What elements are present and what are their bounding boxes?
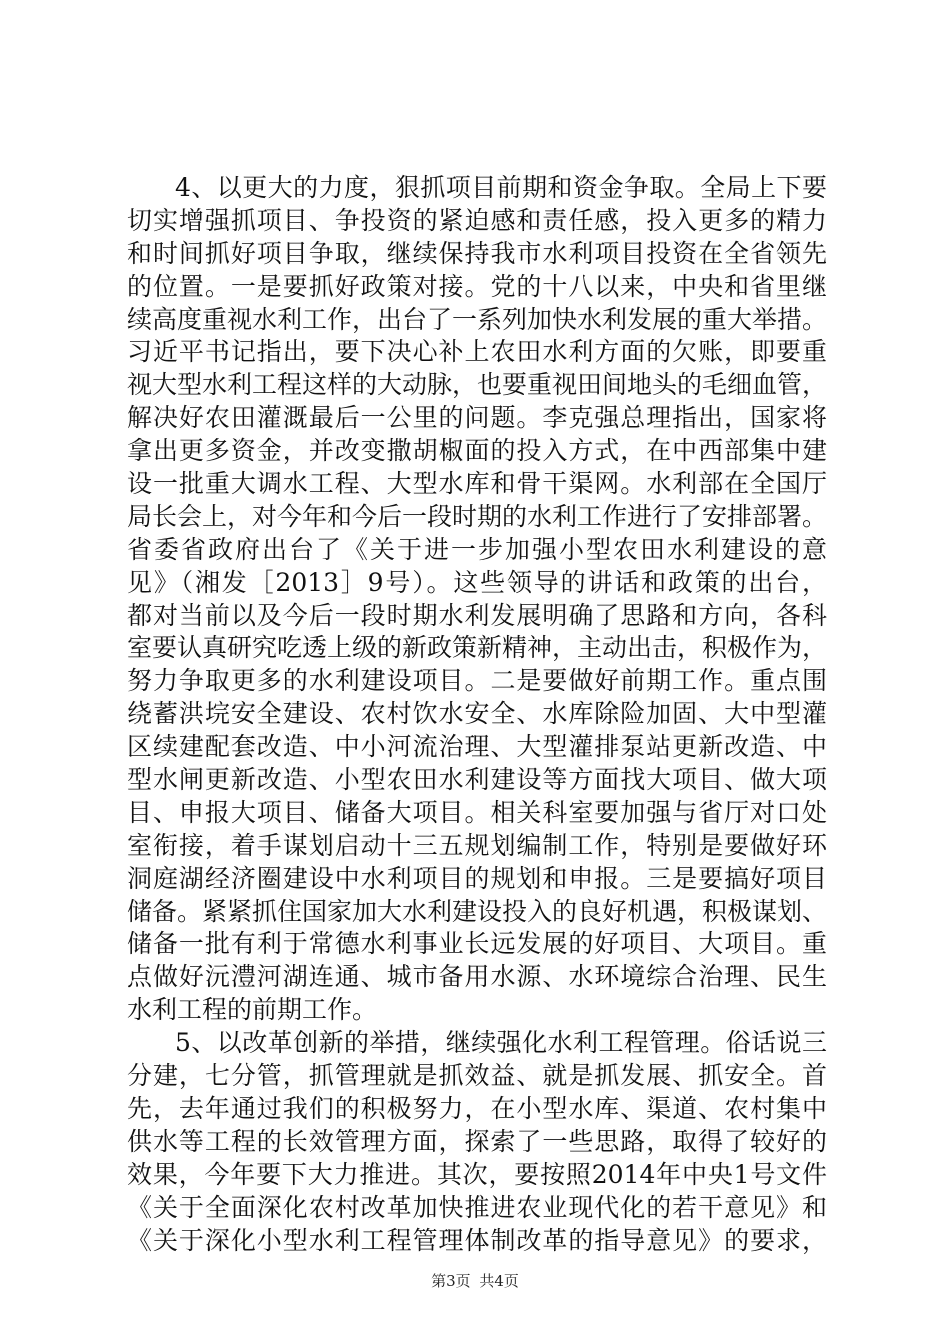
text-line: 和时间抓好项目争取，继续保持我市水利项目投资在全省领先: [127, 238, 827, 268]
text-line: 效果，今年要下大力推进。其次，要按照2014年中央1号文件: [127, 1159, 827, 1189]
text-line: 型水闸更新改造、小型农田水利建设等方面找大项目、做大项: [127, 765, 827, 795]
text-line: 视大型水利工程这样的大动脉，也要重视田间地头的毛细血管，: [127, 370, 828, 400]
text-line: 续高度重视水利工作，出台了一系列加快水利发展的重大举措。: [127, 304, 828, 334]
page-footer: [0, 1270, 950, 1291]
text-line: 绕蓄洪垸安全建设、农村饮水安全、水库除险加固、大中型灌: [127, 699, 827, 729]
text-line: 拿出更多资金，并改变撒胡椒面的投入方式，在中西部集中建: [127, 436, 827, 466]
text-line: 区续建配套改造、中小河流治理、大型灌排泵站更新改造、中: [127, 732, 827, 762]
paragraph-2: [127, 1027, 827, 1257]
page-number: 第3页: [431, 1272, 471, 1290]
text-line: 见》（湘发［2013］9号）。这些领导的讲话和政策的出台，: [127, 567, 827, 597]
text-line: 切实增强抓项目、争投资的紧迫感和责任感，投入更多的精力: [127, 205, 827, 235]
text-line: 洞庭湖经济圈建设中水利项目的规划和申报。三是要搞好项目: [127, 863, 827, 893]
page-total: 共4页: [479, 1272, 519, 1290]
text-line: 努力争取更多的水利建设项目。二是要做好前期工作。重点围: [127, 666, 827, 696]
text-line: 分建，七分管，抓管理就是抓效益、就是抓发展、抓安全。首: [127, 1061, 827, 1091]
paragraph-1: [127, 172, 827, 1027]
text-line: 省委省政府出台了《关于进一步加强小型农田水利建设的意: [127, 534, 827, 564]
text-line: 先，去年通过我们的积极努力，在小型水库、渠道、农村集中: [127, 1093, 827, 1123]
text-line: 供水等工程的长效管理方面，探索了一些思路，取得了较好的: [127, 1126, 827, 1156]
text-line: 储备一批有利于常德水利事业长远发展的好项目、大项目。重: [127, 929, 827, 959]
text-line: 解决好农田灌溉最后一公里的问题。李克强总理指出，国家将: [127, 403, 827, 433]
text-line: 目、申报大项目、储备大项目。相关科室要加强与省厅对口处: [127, 797, 827, 827]
text-line: 习近平书记指出，要下决心补上农田水利方面的欠账，即要重: [127, 337, 827, 367]
text-line: 《关于深化小型水利工程管理体制改革的指导意见》的要求，: [127, 1225, 827, 1255]
text-line: 储备。紧紧抓住国家加大水利建设投入的良好机遇，积极谋划、: [127, 896, 828, 926]
text-line: 点做好沅澧河湖连通、城市备用水源、水环境综合治理、民生: [127, 962, 827, 992]
text-line: 5、以改革创新的举措，继续强化水利工程管理。俗话说三: [175, 1028, 827, 1058]
text-line: 的位置。一是要抓好政策对接。党的十八以来，中央和省里继: [127, 271, 827, 301]
text-line: 4、以更大的力度，狠抓项目前期和资金争取。全局上下要: [175, 173, 827, 202]
text-line: 室要认真研究吃透上级的新政策新精神，主动出击，积极作为，: [127, 633, 828, 663]
text-line: 室衔接，着手谋划启动十三五规划编制工作，特别是要做好环: [127, 830, 827, 860]
text-line: 局长会上，对今年和今后一段时期的水利工作进行了安排部署。: [127, 501, 828, 531]
text-line: 都对当前以及今后一段时期水利发展明确了思路和方向，各科: [127, 600, 827, 630]
document-body: [127, 172, 827, 1257]
text-line: 设一批重大调水工程、大型水库和骨干渠网。水利部在全国厅: [127, 469, 827, 499]
text-line: 水利工程的前期工作。: [127, 995, 378, 1025]
text-line: 《关于全面深化农村改革加快推进农业现代化的若干意见》和: [127, 1192, 827, 1222]
